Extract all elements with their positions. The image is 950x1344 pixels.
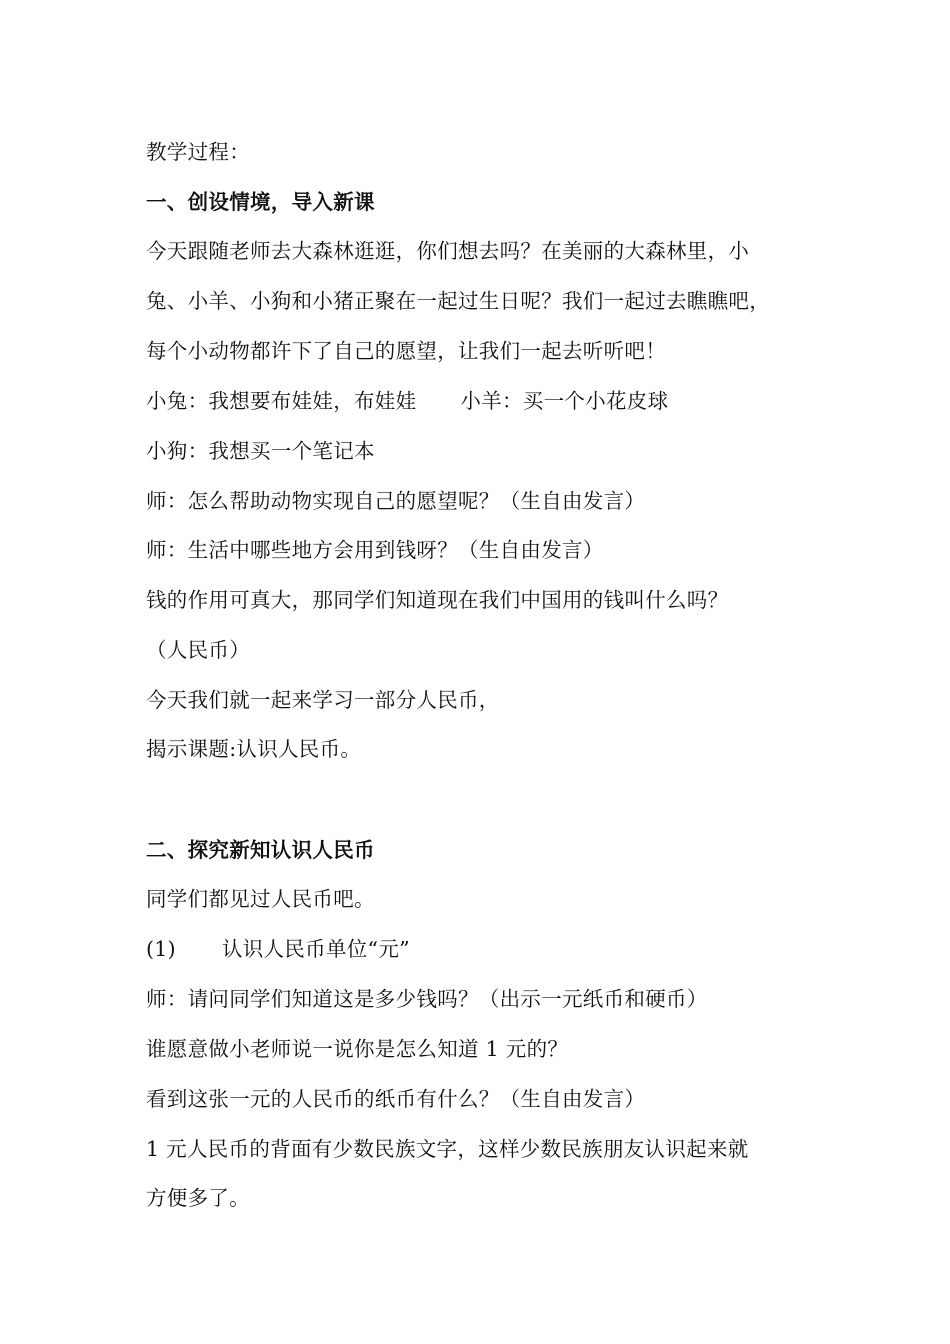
money-answer: （人民币） (146, 638, 250, 662)
seen-line: 同学们都见过人民币吧。 (146, 887, 375, 911)
who-line: 谁愿意做小老师说一说你是怎么知道 1 元的？ (146, 1037, 569, 1061)
rabbit-wish: 小兔：我想要布娃娃，布娃娃 (146, 389, 417, 413)
paragraph-1-line-2: 兔、小羊、小狗和小猪正聚在一起过生日呢？我们一起过去瞧瞧吧， (146, 289, 770, 313)
topic-reveal: 揭示课题:认识人民币。 (146, 737, 362, 761)
see-line: 看到这张一元的人民币的纸币有什么？（生自由发言） (146, 1087, 646, 1111)
paragraph-1-line-1: 今天跟随老师去大森林逛逛，你们想去吗？在美丽的大森林里，小 (146, 239, 750, 263)
list-item-1 (146, 935, 410, 963)
section-2-title: 二、探究新知认识人民币 (146, 838, 375, 862)
money-question: 钱的作用可真大，那同学们知道现在我们中国用的钱叫什么吗？ (146, 588, 729, 612)
list-item-1-number: (1) (146, 937, 176, 961)
process-heading: 教学过程： (146, 140, 250, 164)
sheep-wish: 小羊：买一个小花皮球 (460, 389, 669, 413)
teacher-question-2: 师：生活中哪些地方会用到钱呀？（生自由发言） (146, 538, 604, 562)
list-item-1-text: 认识人民币单位“元” (221, 937, 410, 961)
rabbit-sheep-line (146, 387, 668, 415)
teacher-question-3: 师：请问同学们知道这是多少钱吗？（出示一元纸币和硬币） (146, 987, 708, 1011)
section-1-title: 一、创设情境，导入新课 (146, 190, 375, 214)
today-line: 今天我们就一起来学习一部分人民币， (146, 688, 500, 712)
back-side-line-2: 方便多了。 (146, 1186, 250, 1210)
paragraph-1-line-3: 每个小动物都许下了自己的愿望，让我们一起去听听吧！ (146, 339, 666, 363)
dog-wish: 小狗：我想买一个笔记本 (146, 439, 375, 463)
back-side-line-1: 1 元人民币的背面有少数民族文字，这样少数民族朋友认识起来就 (146, 1137, 749, 1161)
teacher-question-1: 师：怎么帮助动物实现自己的愿望呢？（生自由发言） (146, 489, 646, 513)
